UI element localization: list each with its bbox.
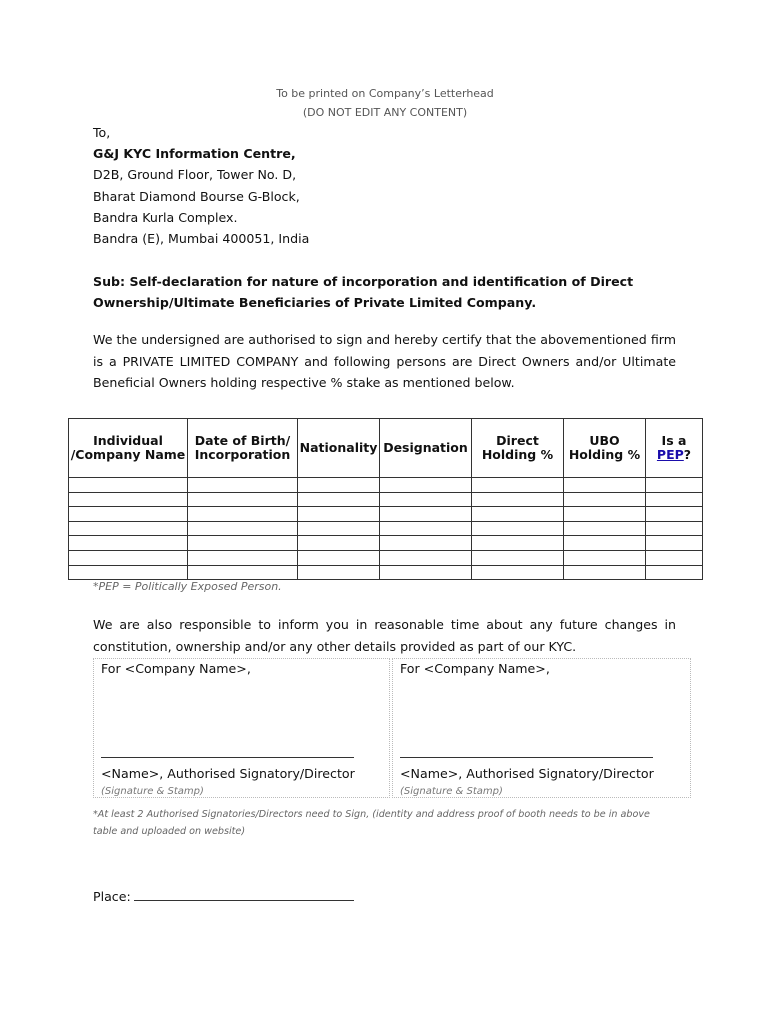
table-cell[interactable] [69,521,188,536]
table-row [69,536,703,551]
table-cell[interactable] [646,565,703,580]
table-cell[interactable] [298,478,380,493]
table-cell[interactable] [564,565,646,580]
signature-company-label: For <Company Name>, [400,661,550,676]
signature-box-1 [93,658,390,798]
pep-link[interactable]: PEP [656,447,684,462]
table-cell[interactable] [646,521,703,536]
table-row [69,492,703,507]
table-cell[interactable] [472,478,564,493]
header-ubo-holding: UBO Holding % [564,419,646,478]
address-line-4: Bandra (E), Mumbai 400051, India [93,231,310,246]
signature-company-label: For <Company Name>, [101,661,251,676]
table-cell[interactable] [298,521,380,536]
table-cell[interactable] [472,507,564,522]
table-cell[interactable] [188,492,298,507]
address-to: To, [93,125,111,140]
signatory-name: <Name>, Authorised Signatory/Director [400,766,654,781]
signature-box-2 [392,658,691,798]
table-header-row [69,419,703,478]
signature-line [400,757,653,758]
table-cell[interactable] [188,507,298,522]
address-line-2: Bharat Diamond Bourse G-Block, [93,189,300,204]
table-cell[interactable] [472,550,564,565]
table-cell[interactable] [69,507,188,522]
header-name: Individual /Company Name [69,419,188,478]
header-is-pep-suffix: ? [683,447,692,462]
do-not-edit-note: (DO NOT EDIT ANY CONTENT) [302,106,468,119]
table-cell[interactable] [298,507,380,522]
table-cell[interactable] [380,478,472,493]
table-row [69,478,703,493]
table-cell[interactable] [472,521,564,536]
letterhead-note: To be printed on Company’s Letterhead [276,87,494,100]
signatories-footnote: *At least 2 Authorised Signatories/Directors need to Sign, (identity and address proof of booth needs to be in above table and uploaded on website) [93,809,650,837]
table-cell[interactable] [188,478,298,493]
table-cell[interactable] [564,507,646,522]
table-cell[interactable] [380,536,472,551]
table-cell[interactable] [380,507,472,522]
recipient-name: G&J KYC Information Centre, [93,146,296,161]
table-cell[interactable] [646,536,703,551]
table-cell[interactable] [69,492,188,507]
responsibility-paragraph: We are also responsible to inform you in reasonable time about any future changes in constitution, ownership and/or any other details provided as part of our KYC. [93,617,676,654]
table-cell[interactable] [564,492,646,507]
table-cell[interactable] [646,478,703,493]
address-line-1: D2B, Ground Floor, Tower No. D, [93,167,297,182]
table-row [69,550,703,565]
table-cell[interactable] [69,550,188,565]
table-cell[interactable] [188,550,298,565]
table-cell[interactable] [380,521,472,536]
table-row [69,565,703,580]
table-cell[interactable] [188,521,298,536]
table-cell[interactable] [298,550,380,565]
subject [93,271,693,313]
header-nationality: Nationality [298,419,380,478]
address-line-3: Bandra Kurla Complex. [93,210,238,225]
table-cell[interactable] [69,565,188,580]
table-row [69,521,703,536]
table-cell[interactable] [380,565,472,580]
table-cell[interactable] [564,550,646,565]
place-input-line[interactable] [134,888,354,901]
table-cell[interactable] [564,536,646,551]
signatory-name: <Name>, Authorised Signatory/Director [101,766,355,781]
table-row [69,507,703,522]
table-cell[interactable] [646,550,703,565]
table-cell[interactable] [564,521,646,536]
signature-stamp-note: (Signature & Stamp) [400,786,503,797]
header-is-pep-prefix: Is a [661,433,687,448]
header-date: Date of Birth/ Incorporation [188,419,298,478]
pep-footnote: *PEP = Politically Exposed Person. [93,580,282,593]
declaration-paragraph: We the undersigned are authorised to sign and hereby certify that the abovementioned firm is a PRIVATE LIMITED COMPANY and following persons are Direct Owners and/or Ultimate Beneficial Owners holding respective % stake as mentioned below. [93,332,676,390]
table-cell[interactable] [69,478,188,493]
subject-line-1: Sub: Self-declaration for nature of incorporation and identification of Direct [93,274,634,289]
table-cell[interactable] [564,478,646,493]
table-cell[interactable] [472,492,564,507]
table-cell[interactable] [298,565,380,580]
table-cell[interactable] [472,565,564,580]
table-cell[interactable] [646,507,703,522]
ownership-table [68,418,703,580]
subject-line-2: Ownership/Ultimate Beneficiaries of Private Limited Company. [93,295,537,310]
table-cell[interactable] [69,536,188,551]
signature-stamp-note: (Signature & Stamp) [101,786,204,797]
table-cell[interactable] [380,492,472,507]
place-label: Place: [93,889,131,904]
signature-line [101,757,354,758]
table-cell[interactable] [188,536,298,551]
table-cell[interactable] [298,492,380,507]
table-cell[interactable] [646,492,703,507]
table-cell[interactable] [298,536,380,551]
header-designation: Designation [380,419,472,478]
table-cell[interactable] [380,550,472,565]
place-field [93,888,354,904]
table-cell[interactable] [472,536,564,551]
table-cell[interactable] [188,565,298,580]
header-is-pep [646,419,703,478]
header-direct-holding: Direct Holding % [472,419,564,478]
